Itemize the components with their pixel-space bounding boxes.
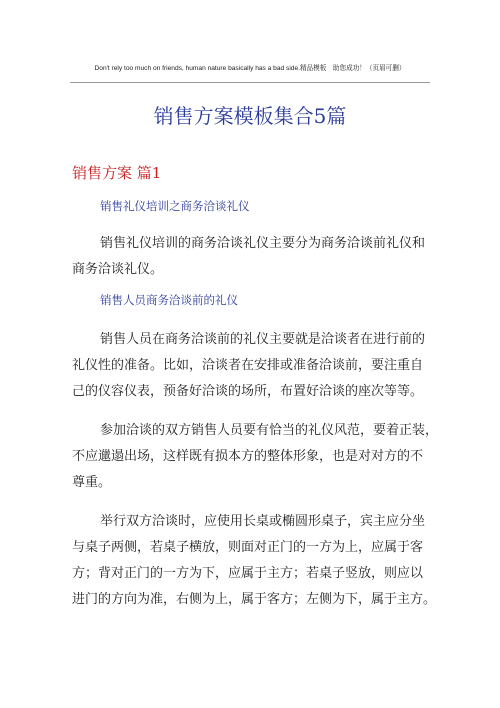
paragraph-line: 参加洽谈的双方销售人员要有恰当的礼仪风范，要着正装， (100, 423, 439, 438)
page-header: Don't rely too much on friends, human nature basically has a bad side.精品模板 助您成功！（页眉可删） (94, 65, 406, 72)
paragraph-line: 尊重。 (72, 475, 112, 490)
paragraph (72, 418, 439, 496)
paragraph-line: 不应邋遢出场，这样既有损本方的整体形象，也是对对方的不 (72, 449, 424, 464)
paragraph (72, 231, 428, 283)
header-divider (70, 82, 430, 83)
paragraph-line: 销售礼仪培训的商务洽谈礼仪主要分为商务洽谈前礼仪和 (100, 236, 426, 251)
paragraph-line: 己的仪容仪表，预备好洽谈的场所，布置好洽谈的座次等等。 (72, 384, 424, 399)
section-heading: 销售方案 篇1 (72, 164, 162, 182)
paragraph-line: 销售人员在商务洽谈前的礼仪主要就是洽谈者在进行前的 (100, 332, 426, 347)
subheading-pre-negotiation-etiquette: 销售人员商务洽谈前的礼仪 (100, 293, 238, 307)
paragraph (72, 327, 428, 405)
paragraph-line: 进门的方向为准，右侧为上，属于客方；左侧为下，属于主方。 (72, 592, 437, 607)
document-title: 销售方案模板集合5篇 (153, 104, 347, 128)
paragraph-line: 方；背对正门的一方为下，应属于主方；若桌子竖放，则应以 (72, 566, 424, 581)
paragraph (72, 509, 437, 613)
subheading-negotiation-etiquette: 销售礼仪培训之商务洽谈礼仪 (100, 199, 250, 213)
paragraph-line: 举行双方洽谈时，应使用长桌或椭圆形桌子，宾主应分坐 (100, 514, 426, 529)
paragraph-line: 礼仪性的准备。比如，洽谈者在安排或准备洽谈前，要注重自 (72, 358, 424, 373)
paragraph-line: 与桌子两侧，若桌子横放，则面对正门的一方为上，应属于客 (72, 540, 424, 555)
paragraph-line: 商务洽谈礼仪。 (72, 262, 164, 277)
